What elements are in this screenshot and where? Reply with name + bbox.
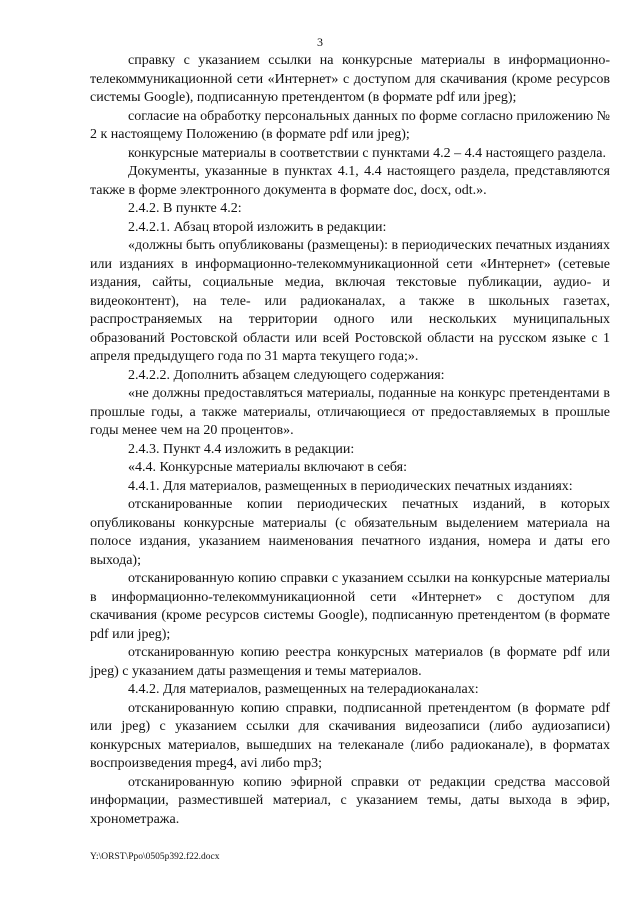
file-path-footer: Y:\ORST\Ppo\0505p392.f22.docx <box>90 852 220 862</box>
paragraph: отсканированную копию реестра конкурсных материалов (в формате pdf или jpeg) с указанием даты размещения и темы материалов. <box>90 645 610 679</box>
paragraph: Документы, указанные в пунктах 4.1, 4.4 настоящего раздела, представляются также в форме электронного документа в формате doc, docx, odt.». <box>90 164 610 198</box>
paragraph: отсканированные копии периодических печатных изданий, в которых опубликованы конкурсные материалы (с обязательным выделением материала на полосе издания, указанием наименования печатного издания, номера и даты его выхода); <box>90 497 610 568</box>
paragraph: 2.4.2. В пункте 4.2: <box>128 201 242 216</box>
paragraph: 2.4.2.1. Абзац второй изложить в редакции: <box>128 219 387 235</box>
paragraph: отсканированную копию эфирной справки от редакции средства массовой информации, разместившей материал, с указанием темы, даты выхода в эфир, хронометража. <box>90 774 610 827</box>
paragraph: 4.4.2. Для материалов, размещенных на телерадиоканалах: <box>128 682 479 697</box>
paragraph: согласие на обработку персональных данных по форме согласно приложению № 2 к настоящему Положению (в формате pdf или jpeg); <box>90 108 611 142</box>
document-body <box>90 52 610 829</box>
paragraph: отсканированную копию справки, подписанной претендентом (в формате pdf или jpeg) с указанием ссылки для скачивания видеозаписи (либо аудиозаписи) конкурсных материалов, вышедших на телеканале (либо радиоканале), в форматах воспроизведения mpeg4, avi либо mp3; <box>90 700 610 771</box>
paragraph: «4.4. Конкурсные материалы включают в себя: <box>128 460 408 475</box>
paragraph: справку с указанием ссылки на конкурсные материалы в информационно-телекоммуникационной сети «Интернет» с доступом для скачивания (кроме ресурсов системы Google), подписанную претендентом (в формате pdf или jpeg); <box>90 53 610 105</box>
paragraph: 4.4.1. Для материалов, размещенных в периодических печатных изданиях: <box>128 478 573 494</box>
paragraph: отсканированную копию справки с указанием ссылки на конкурсные материалы в информационно-телекоммуникационной сети «Интернет» с доступом для скачивания (кроме ресурсов системы Google), подписанную претендентом (в формате pdf или jpeg); <box>90 571 610 642</box>
paragraph: «должны быть опубликованы (размещены): в периодических печатных изданиях или изданиях в информационно-телекоммуникационной сети «Интернет» (сетевые издания, сайты, социальные медиа, включая текстовые публикации, аудио- и видеоконтент), на теле- или радиоканалах, а также в школьных газетах, распространяемых на территории одного или нескольких муниципальных образований Ростовской области или всей Ростовской области на русском языке с 1 апреля предыдущего года по 31 марта текущего года;». <box>90 238 610 364</box>
paragraph: 2.4.3. Пункт 4.4 изложить в редакции: <box>128 441 355 457</box>
paragraph: 2.4.2.2. Дополнить абзацем следующего содержания: <box>128 367 445 383</box>
paragraph: «не должны предоставляться материалы, поданные на конкурс претендентами в прошлые годы, а также материалы, отличающиеся от предоставляемых в прошлые годы менее чем на 20 процентов». <box>90 386 610 438</box>
page-number: 3 <box>317 35 323 49</box>
paragraph: конкурсные материалы в соответствии с пунктами 4.2 – 4.4 настоящего раздела. <box>128 145 607 161</box>
